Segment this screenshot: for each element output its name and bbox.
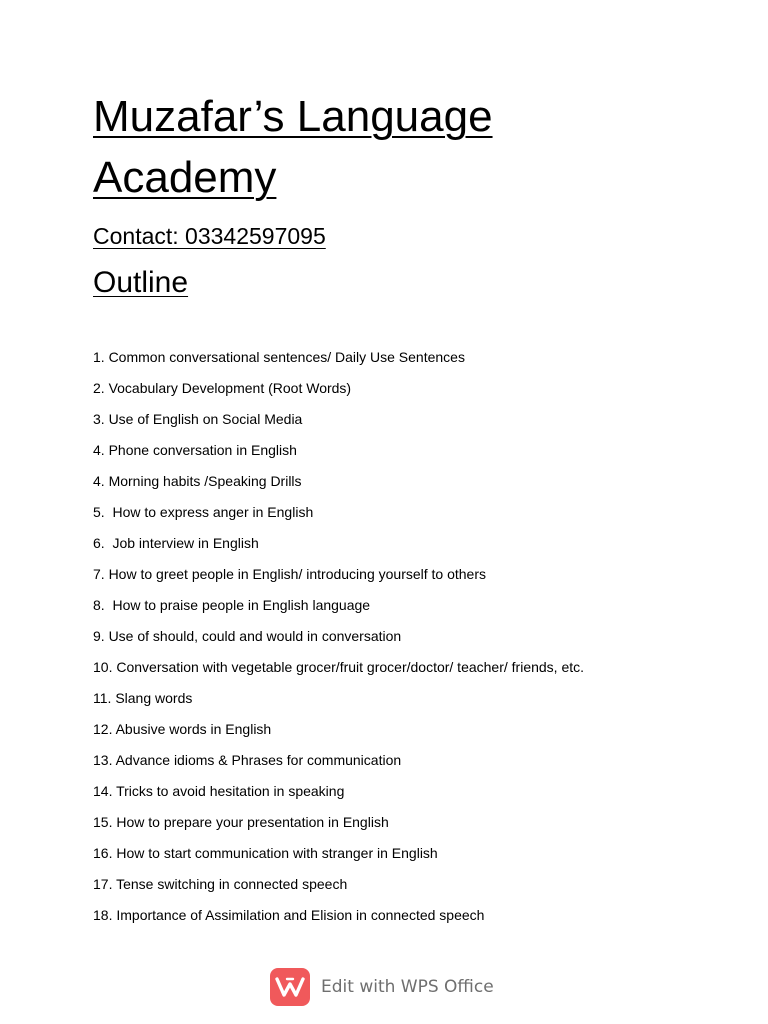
list-item: 8. How to praise people in English language — [93, 597, 371, 613]
list-item: 14. Tricks to avoid hesitation in speaking — [93, 783, 345, 799]
list-item: 3. Use of English on Social Media — [93, 411, 303, 427]
list-item: 4. Phone conversation in English — [93, 442, 297, 458]
list-item: 7. How to greet people in English/ introducing yourself to others — [93, 566, 487, 582]
list-item: 2. Vocabulary Development (Root Words) — [93, 380, 352, 396]
list-item: 6. Job interview in English — [93, 535, 259, 551]
list-item: 11. Slang words — [93, 690, 193, 706]
wps-office-icon — [270, 968, 310, 1006]
list-item: 1. Common conversational sentences/ Daily Use Sentences — [93, 349, 465, 365]
wps-edit-banner[interactable] — [270, 968, 494, 1006]
list-item: 4. Morning habits /Speaking Drills — [93, 473, 302, 489]
list-item: 12. Abusive words in English — [93, 721, 272, 737]
outline-list — [93, 346, 584, 935]
list-item: 16. How to start communication with stranger in English — [93, 845, 438, 861]
list-item: 15. How to prepare your presentation in English — [93, 814, 389, 830]
list-item: 9. Use of should, could and would in conversation — [93, 628, 402, 644]
document-title: Muzafar’s Language Academy — [93, 92, 493, 202]
list-item: 5. How to express anger in English — [93, 504, 314, 520]
contact-line: Contact: 03342597095 — [93, 223, 326, 249]
section-heading: Outline — [93, 266, 189, 299]
list-item: 17. Tense switching in connected speech — [93, 876, 348, 892]
list-item: 10. Conversation with vegetable grocer/fruit grocer/doctor/ teacher/ friends, etc. — [93, 659, 585, 675]
list-item: 18. Importance of Assimilation and Elision in connected speech — [93, 907, 485, 923]
wps-edit-label[interactable]: Edit with WPS Office — [321, 977, 494, 997]
list-item: 13. Advance idioms & Phrases for communication — [93, 752, 402, 768]
